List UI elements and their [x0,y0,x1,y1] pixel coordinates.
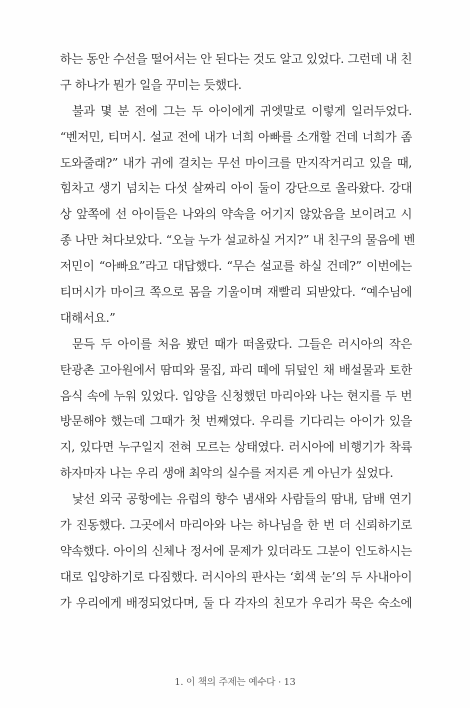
text-line: 종 나만 쳐다보았다. “오늘 누가 설교하실 거지?” 내 친구의 물음에 벤 [60,233,415,248]
text-line: 대해서요.” [60,310,116,325]
paragraph [60,47,412,99]
page-footer: 1. 이 책의 주제는 예수다 · 13 [174,677,296,688]
body-text [60,47,415,617]
text-line: “벤저민, 티머시. 설교 전에 내가 너희 아빠를 소개할 건데 너희가 좀 [60,129,412,144]
paragraph [60,332,412,487]
text-line: 티머시가 마이크 쪽으로 몸을 기울이며 재빨리 되받았다. “예수님에 [60,285,412,300]
text-line: 낯선 외국 공항에는 유럽의 향수 냄새와 사람들의 땀내, 담배 연기 [72,492,412,507]
text-line: 하는 동안 수선을 떨어서는 안 된다는 것도 알고 있었다. 그런데 내 친 [60,52,412,66]
text-line: 힘차고 생기 넘치는 다섯 살짜리 아이 둘이 강단으로 올라왔다. 강대 [60,181,412,196]
text-line: 지, 있다면 누구일지 전혀 모르는 상태였다. 러시아에 비행기가 착륙 [60,440,412,455]
text-line: 불과 몇 분 전에 그는 두 아이에게 귀엣말로 이렇게 일러두었다. [72,103,412,118]
text-line: 가 우리에게 배정되었다며, 둘 다 각자의 친모가 우리가 묵은 숙소에 [60,595,412,610]
text-line: 약속했다. 아이의 신체나 정서에 문제가 있더라도 그분이 인도하시는 [60,543,412,558]
paragraph [60,487,412,616]
text-line: 도와줄래?” 내가 귀에 걸치는 무선 마이크를 만지작거리고 있을 때, [60,155,412,170]
text-line: 문득 두 아이를 처음 봤던 때가 떠올랐다. 그들은 러시아의 작은 [72,336,412,351]
text-line: 방문해야 했는데 그때가 첫 번째였다. 우리를 기다리는 아이가 있을 [60,414,412,429]
text-line: 대로 입양하기로 다짐했다. 러시아의 판사는 ‘회색 눈’의 두 사내아이 [60,569,412,584]
paragraph [60,99,415,332]
text-line: 저민이 “아빠요”라고 대답했다. “무슨 설교를 하실 건데?” 이번에는 [60,259,412,274]
text-line: 상 앞쪽에 선 아이들은 나와의 약속을 어기지 않았음을 보이려고 시 [60,207,412,222]
text-line: 구 하나가 뭔가 일을 꾸미는 듯했다. [60,77,242,92]
text-line: 음식 속에 누워 있었다. 입양을 신청했던 마리아와 나는 현지를 두 번 [60,388,412,403]
text-line: 가 진동했다. 그곳에서 마리아와 나는 하나님을 한 번 더 신뢰하기로 [60,518,412,533]
text-line: 하자마자 나는 우리 생애 최악의 실수를 저지른 게 아닌가 싶었다. [60,466,394,481]
text-line: 탄광촌 고아원에서 땀띠와 물집, 파리 떼에 뒤덮인 채 배설물과 토한 [60,362,412,377]
